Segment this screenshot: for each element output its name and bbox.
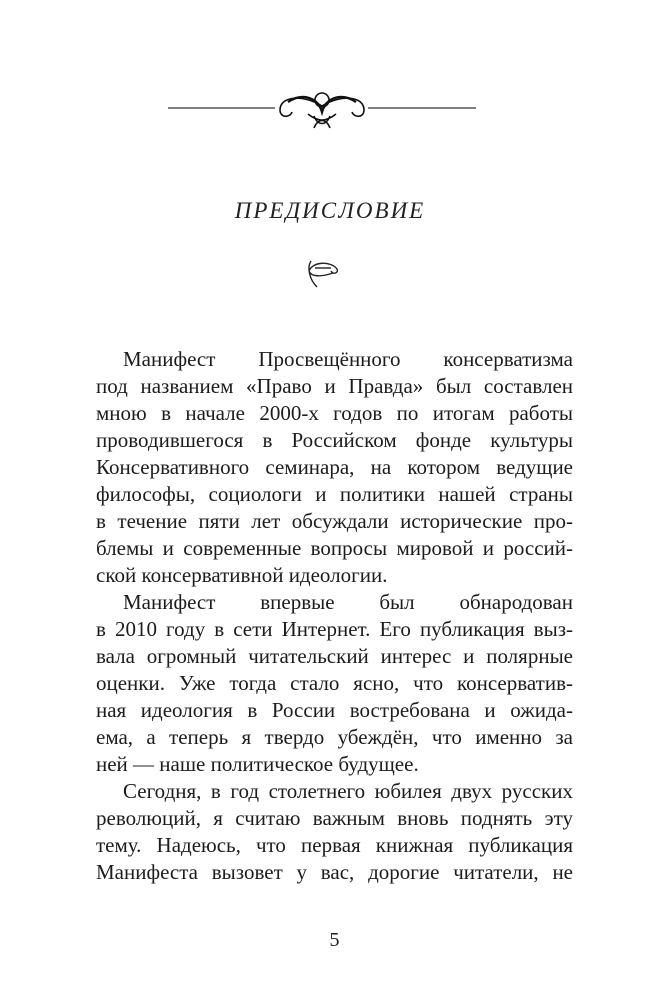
text-line: Сегодня, в год столетнего юбилея двух русских (123, 779, 573, 803)
text-line: под названием «Право и Правда» был составлен (96, 374, 573, 398)
text-line: блемы и современные вопросы мировой и россий- (96, 536, 573, 560)
ornament-divider-icon (168, 88, 476, 136)
text-line: тему. Надеюсь, что первая книжная публикация (96, 833, 573, 857)
text-line: мною в начале 2000-х годов по итогам работы (96, 401, 573, 425)
chapter-title: ПРЕДИСЛОВИЕ (234, 198, 426, 223)
text-line: ской консервативной идеологии. (96, 563, 388, 587)
text-line: философы, социологи и политики нашей страны (96, 482, 573, 506)
body-text (96, 346, 573, 886)
text-line: революций, я считаю важным вновь поднять эту (96, 806, 573, 830)
text-line: проводившегося в Российском фонде культуры (96, 428, 573, 452)
text-line: ней — наше политическое будущее. (96, 752, 419, 776)
text-line: Манифеста вызовет у вас, дорогие читатели, не (96, 860, 573, 884)
text-line: оценки. Уже тогда стало ясно, что консерватив- (96, 671, 573, 695)
text-line: ема, а теперь я твердо убеждён, что именно за (96, 725, 573, 749)
text-line: вала огромный читательский интерес и полярные (96, 644, 573, 668)
text-line: Манифест впервые был обнародован (123, 590, 573, 614)
text-line: в 2010 году в сети Интернет. Его публикация выз- (96, 617, 573, 641)
small-ornament-icon (303, 255, 343, 291)
text-line: Консервативного семинара, на котором ведущие (96, 455, 573, 479)
text-line: ная идеология в России востребована и ожида- (96, 698, 573, 722)
page-number: 5 (329, 929, 340, 951)
text-line: в течение пяти лет обсуждали исторические про- (96, 509, 573, 533)
text-line: Манифест Просвещённого консерватизма (123, 347, 573, 371)
